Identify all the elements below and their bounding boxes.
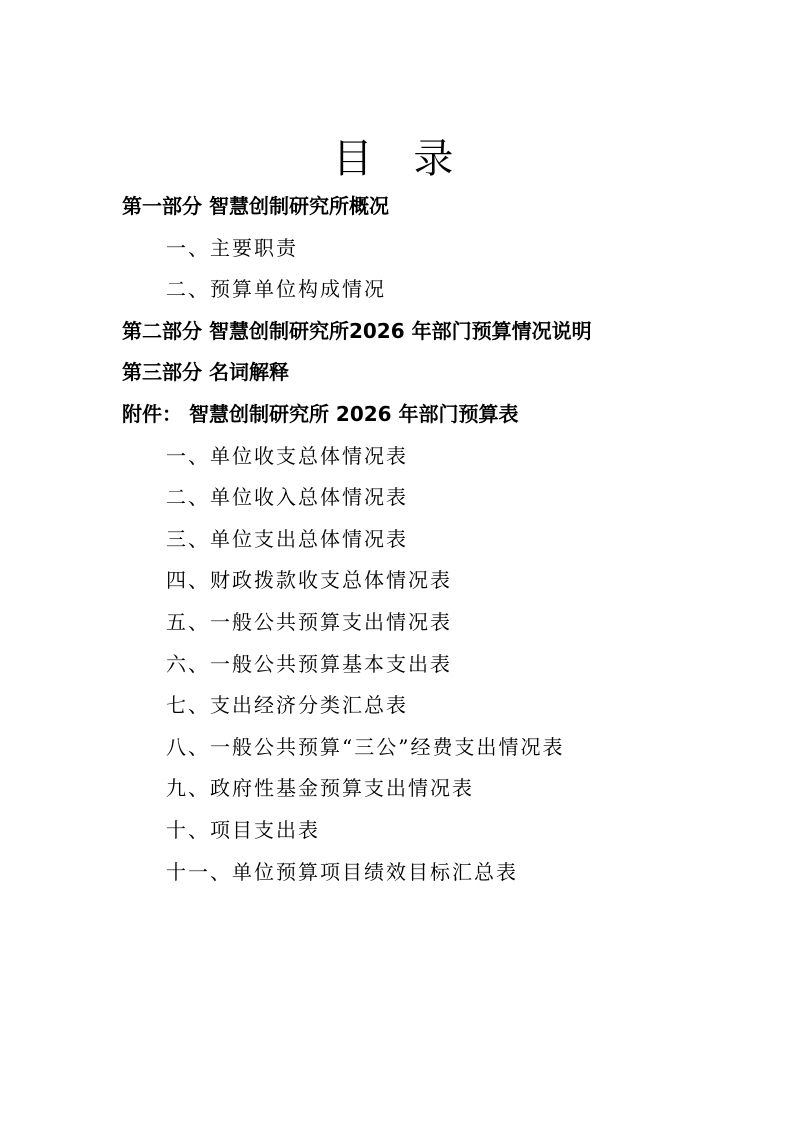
toc-table-6: 六、一般公共预算基本支出表 [166, 651, 452, 676]
toc-table-2: 二、单位收入总体情况表 [166, 485, 408, 510]
toc-part-3: 第三部分 名词解释 [122, 360, 289, 385]
toc-table-9: 九、政府性基金预算支出情况表 [166, 776, 474, 801]
toc-table-1: 一、单位收支总体情况表 [166, 443, 408, 468]
toc-attachment: 附件： 智慧创制研究所 2026 年部门预算表 [122, 401, 519, 426]
toc-part-1: 第一部分 智慧创制研究所概况 [122, 194, 389, 218]
toc-part-2: 第二部分 智慧创制研究所2026 年部门预算情况说明 [122, 318, 592, 343]
table-of-contents [122, 186, 762, 893]
toc-item-unit-composition: 二、预算单位构成情况 [166, 277, 386, 302]
toc-table-11: 十一、单位预算项目绩效目标汇总表 [166, 859, 518, 884]
toc-item-main-duties: 一、主要职责 [166, 235, 298, 260]
toc-table-7: 七、支出经济分类汇总表 [166, 693, 408, 718]
toc-table-4: 四、财政拨款收支总体情况表 [166, 568, 452, 593]
toc-table-5: 五、一般公共预算支出情况表 [166, 609, 452, 634]
toc-table-3: 三、单位支出总体情况表 [166, 526, 408, 551]
toc-table-10: 十、项目支出表 [166, 817, 320, 842]
page-title: 目 录 [332, 135, 468, 182]
toc-table-8: 八、一般公共预算“三公”经费支出情况表 [166, 734, 565, 759]
